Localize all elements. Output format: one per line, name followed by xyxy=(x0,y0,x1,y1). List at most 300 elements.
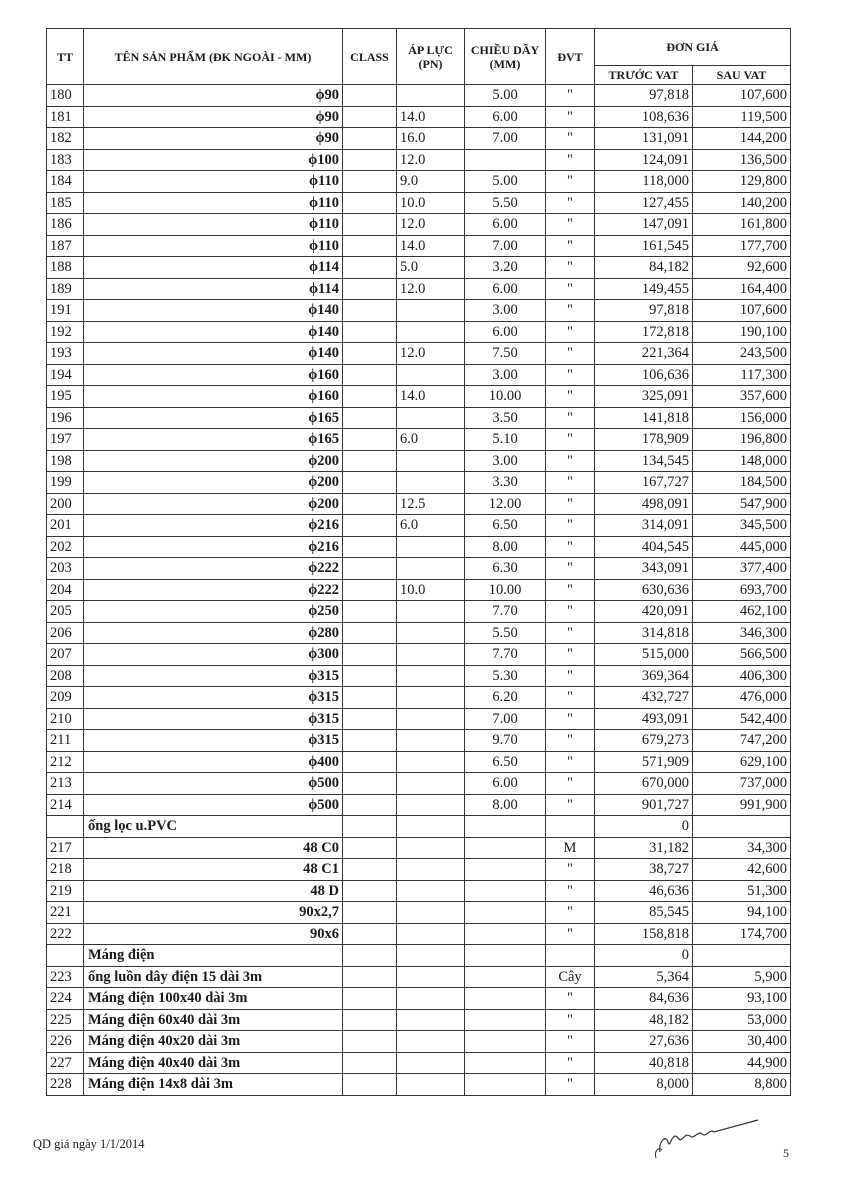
unit-cell: " xyxy=(546,278,595,300)
pressure-cell xyxy=(397,1031,465,1053)
row-tt: 195 xyxy=(47,386,84,408)
thickness-cell: 3.00 xyxy=(465,364,546,386)
table-row xyxy=(47,622,791,644)
product-name: ϕ315 xyxy=(84,665,343,687)
product-name: ϕ200 xyxy=(84,450,343,472)
pressure-cell xyxy=(397,536,465,558)
product-name: Máng điện xyxy=(84,945,343,967)
row-tt xyxy=(47,945,84,967)
class-cell xyxy=(343,1031,397,1053)
row-tt: 189 xyxy=(47,278,84,300)
thickness-cell: 6.50 xyxy=(465,515,546,537)
price-post-vat: 148,000 xyxy=(693,450,791,472)
class-cell xyxy=(343,472,397,494)
price-pre-vat: 5,364 xyxy=(595,966,693,988)
table-row xyxy=(47,106,791,128)
unit-cell: " xyxy=(546,429,595,451)
table-row xyxy=(47,257,791,279)
class-cell xyxy=(343,257,397,279)
pressure-cell: 14.0 xyxy=(397,386,465,408)
row-tt: 223 xyxy=(47,966,84,988)
class-cell xyxy=(343,988,397,1010)
row-tt: 188 xyxy=(47,257,84,279)
price-pre-vat: 314,091 xyxy=(595,515,693,537)
price-post-vat: 92,600 xyxy=(693,257,791,279)
thickness-cell: 6.30 xyxy=(465,558,546,580)
thickness-cell: 8.00 xyxy=(465,794,546,816)
table-row xyxy=(47,751,791,773)
unit-cell: " xyxy=(546,708,595,730)
thickness-cell: 5.30 xyxy=(465,665,546,687)
price-post-vat: 476,000 xyxy=(693,687,791,709)
price-pre-vat: 158,818 xyxy=(595,923,693,945)
row-tt: 222 xyxy=(47,923,84,945)
thickness-cell: 5.00 xyxy=(465,171,546,193)
price-post-vat: 346,300 xyxy=(693,622,791,644)
product-name: 48 C0 xyxy=(84,837,343,859)
price-post-vat: 94,100 xyxy=(693,902,791,924)
price-pre-vat: 515,000 xyxy=(595,644,693,666)
pressure-cell xyxy=(397,708,465,730)
price-pre-vat: 493,091 xyxy=(595,708,693,730)
pressure-cell: 14.0 xyxy=(397,106,465,128)
price-pre-vat: 46,636 xyxy=(595,880,693,902)
row-tt: 211 xyxy=(47,730,84,752)
thickness-cell xyxy=(465,945,546,967)
price-post-vat: 991,900 xyxy=(693,794,791,816)
row-tt: 187 xyxy=(47,235,84,257)
class-cell xyxy=(343,751,397,773)
row-tt xyxy=(47,816,84,838)
table-row xyxy=(47,601,791,623)
price-pre-vat: 141,818 xyxy=(595,407,693,429)
price-post-vat: 161,800 xyxy=(693,214,791,236)
thickness-cell: 5.50 xyxy=(465,192,546,214)
unit-cell: " xyxy=(546,192,595,214)
pressure-cell xyxy=(397,407,465,429)
table-row xyxy=(47,837,791,859)
pressure-cell: 12.0 xyxy=(397,343,465,365)
price-post-vat: 357,600 xyxy=(693,386,791,408)
price-post-vat: 144,200 xyxy=(693,128,791,150)
thickness-cell xyxy=(465,837,546,859)
unit-cell: " xyxy=(546,665,595,687)
price-pre-vat: 630,636 xyxy=(595,579,693,601)
header-name: TÊN SẢN PHẨM (ĐK NGOÀI - MM) xyxy=(84,29,343,85)
unit-cell: " xyxy=(546,794,595,816)
row-tt: 194 xyxy=(47,364,84,386)
price-pre-vat: 134,545 xyxy=(595,450,693,472)
pressure-cell: 14.0 xyxy=(397,235,465,257)
price-pre-vat: 84,182 xyxy=(595,257,693,279)
pressure-cell: 9.0 xyxy=(397,171,465,193)
product-name: Máng điện 40x20 dài 3m xyxy=(84,1031,343,1053)
table-row xyxy=(47,794,791,816)
product-name: ϕ114 xyxy=(84,257,343,279)
product-name: 90x6 xyxy=(84,923,343,945)
price-post-vat: 107,600 xyxy=(693,300,791,322)
price-post-vat: 164,400 xyxy=(693,278,791,300)
product-name: ϕ222 xyxy=(84,579,343,601)
table-row xyxy=(47,730,791,752)
table-row xyxy=(47,493,791,515)
price-post-vat: 8,800 xyxy=(693,1074,791,1096)
table-row xyxy=(47,945,791,967)
row-tt: 217 xyxy=(47,837,84,859)
price-pre-vat: 343,091 xyxy=(595,558,693,580)
table-row xyxy=(47,515,791,537)
unit-cell: " xyxy=(546,1031,595,1053)
product-name: ϕ250 xyxy=(84,601,343,623)
unit-cell: " xyxy=(546,106,595,128)
product-name: ϕ165 xyxy=(84,407,343,429)
footer-note: QD giá ngày 1/1/2014 xyxy=(33,1137,145,1151)
signature-icon xyxy=(648,1112,768,1162)
price-post-vat: 117,300 xyxy=(693,364,791,386)
unit-cell: " xyxy=(546,450,595,472)
thickness-cell: 5.00 xyxy=(465,85,546,107)
price-pre-vat: 27,636 xyxy=(595,1031,693,1053)
unit-cell: " xyxy=(546,622,595,644)
price-post-vat: 156,000 xyxy=(693,407,791,429)
price-pre-vat: 84,636 xyxy=(595,988,693,1010)
class-cell xyxy=(343,558,397,580)
unit-cell: " xyxy=(546,1009,595,1031)
row-tt: 197 xyxy=(47,429,84,451)
row-tt: 191 xyxy=(47,300,84,322)
row-tt: 206 xyxy=(47,622,84,644)
row-tt: 227 xyxy=(47,1052,84,1074)
unit-cell: " xyxy=(546,859,595,881)
class-cell xyxy=(343,923,397,945)
product-name: ϕ100 xyxy=(84,149,343,171)
price-post-vat: 629,100 xyxy=(693,751,791,773)
class-cell xyxy=(343,429,397,451)
table-row xyxy=(47,235,791,257)
unit-cell: " xyxy=(546,644,595,666)
product-name: ϕ222 xyxy=(84,558,343,580)
thickness-cell: 8.00 xyxy=(465,536,546,558)
table-row xyxy=(47,708,791,730)
row-tt: 183 xyxy=(47,149,84,171)
product-name: ϕ140 xyxy=(84,321,343,343)
thickness-cell: 6.00 xyxy=(465,278,546,300)
price-post-vat: 445,000 xyxy=(693,536,791,558)
header-pressure: ÁP LỰC (PN) xyxy=(397,29,465,85)
row-tt: 199 xyxy=(47,472,84,494)
pressure-cell xyxy=(397,665,465,687)
thickness-cell xyxy=(465,1009,546,1031)
thickness-cell: 7.70 xyxy=(465,601,546,623)
page-number: 5 xyxy=(783,1146,789,1160)
price-post-vat xyxy=(693,945,791,967)
unit-cell xyxy=(546,945,595,967)
product-name: ϕ90 xyxy=(84,106,343,128)
price-post-vat: 42,600 xyxy=(693,859,791,881)
row-tt: 212 xyxy=(47,751,84,773)
unit-cell: " xyxy=(546,321,595,343)
price-pre-vat: 369,364 xyxy=(595,665,693,687)
row-tt: 181 xyxy=(47,106,84,128)
header-post-vat: SAU VAT xyxy=(693,66,791,85)
header-pre-vat: TRƯỚC VAT xyxy=(595,66,693,85)
unit-cell: Cây xyxy=(546,966,595,988)
product-name: 48 C1 xyxy=(84,859,343,881)
table-row xyxy=(47,128,791,150)
thickness-cell: 7.50 xyxy=(465,343,546,365)
price-pre-vat: 221,364 xyxy=(595,343,693,365)
unit-cell: " xyxy=(546,85,595,107)
pressure-cell xyxy=(397,321,465,343)
row-tt: 196 xyxy=(47,407,84,429)
row-tt: 221 xyxy=(47,902,84,924)
row-tt: 180 xyxy=(47,85,84,107)
price-pre-vat: 0 xyxy=(595,816,693,838)
product-name: ϕ140 xyxy=(84,300,343,322)
product-name: ống luồn dây điện 15 dài 3m xyxy=(84,966,343,988)
table-row xyxy=(47,644,791,666)
header-class: CLASS xyxy=(343,29,397,85)
pressure-cell xyxy=(397,644,465,666)
class-cell xyxy=(343,880,397,902)
thickness-cell: 10.00 xyxy=(465,386,546,408)
price-post-vat: 174,700 xyxy=(693,923,791,945)
class-cell xyxy=(343,966,397,988)
table-row xyxy=(47,1074,791,1096)
thickness-cell xyxy=(465,966,546,988)
thickness-cell: 5.50 xyxy=(465,622,546,644)
price-pre-vat: 48,182 xyxy=(595,1009,693,1031)
class-cell xyxy=(343,536,397,558)
price-post-vat: 184,500 xyxy=(693,472,791,494)
class-cell xyxy=(343,192,397,214)
thickness-cell xyxy=(465,1052,546,1074)
price-post-vat: 136,500 xyxy=(693,149,791,171)
unit-cell: " xyxy=(546,386,595,408)
product-name: ϕ110 xyxy=(84,235,343,257)
pressure-cell: 12.5 xyxy=(397,493,465,515)
class-cell xyxy=(343,708,397,730)
class-cell xyxy=(343,601,397,623)
thickness-cell: 7.00 xyxy=(465,235,546,257)
unit-cell: " xyxy=(546,730,595,752)
table-row xyxy=(47,773,791,795)
pressure-cell: 6.0 xyxy=(397,429,465,451)
pressure-cell xyxy=(397,880,465,902)
table-row xyxy=(47,171,791,193)
table-row xyxy=(47,1052,791,1074)
product-name: ϕ110 xyxy=(84,171,343,193)
product-name: ϕ500 xyxy=(84,794,343,816)
unit-cell: M xyxy=(546,837,595,859)
table-row xyxy=(47,816,791,838)
price-pre-vat: 8,000 xyxy=(595,1074,693,1096)
price-post-vat: 30,400 xyxy=(693,1031,791,1053)
product-name: Máng điện 100x40 dài 3m xyxy=(84,988,343,1010)
class-cell xyxy=(343,644,397,666)
thickness-cell: 7.70 xyxy=(465,644,546,666)
row-tt: 186 xyxy=(47,214,84,236)
unit-cell xyxy=(546,816,595,838)
thickness-cell: 5.10 xyxy=(465,429,546,451)
price-pre-vat: 108,636 xyxy=(595,106,693,128)
product-name: ϕ400 xyxy=(84,751,343,773)
table-row xyxy=(47,472,791,494)
price-pre-vat: 314,818 xyxy=(595,622,693,644)
unit-cell: " xyxy=(546,128,595,150)
table-row xyxy=(47,321,791,343)
unit-cell: " xyxy=(546,601,595,623)
product-name: ϕ200 xyxy=(84,472,343,494)
price-pre-vat: 106,636 xyxy=(595,364,693,386)
price-post-vat: 190,100 xyxy=(693,321,791,343)
table-row xyxy=(47,536,791,558)
price-pre-vat: 498,091 xyxy=(595,493,693,515)
class-cell xyxy=(343,945,397,967)
unit-cell: " xyxy=(546,364,595,386)
thickness-cell: 6.00 xyxy=(465,321,546,343)
class-cell xyxy=(343,515,397,537)
price-post-vat: 53,000 xyxy=(693,1009,791,1031)
unit-cell: " xyxy=(546,515,595,537)
price-post-vat: 44,900 xyxy=(693,1052,791,1074)
price-pre-vat: 124,091 xyxy=(595,149,693,171)
unit-cell: " xyxy=(546,472,595,494)
thickness-cell: 9.70 xyxy=(465,730,546,752)
pressure-cell xyxy=(397,364,465,386)
price-pre-vat: 97,818 xyxy=(595,85,693,107)
class-cell xyxy=(343,622,397,644)
class-cell xyxy=(343,300,397,322)
row-tt: 193 xyxy=(47,343,84,365)
pressure-cell xyxy=(397,730,465,752)
table-row xyxy=(47,450,791,472)
row-tt: 208 xyxy=(47,665,84,687)
unit-cell: " xyxy=(546,988,595,1010)
product-name: ϕ200 xyxy=(84,493,343,515)
table-body xyxy=(47,85,791,1096)
thickness-cell xyxy=(465,988,546,1010)
unit-cell: " xyxy=(546,687,595,709)
class-cell xyxy=(343,1009,397,1031)
thickness-cell xyxy=(465,923,546,945)
product-name: 90x2,7 xyxy=(84,902,343,924)
product-name: ϕ160 xyxy=(84,386,343,408)
price-post-vat: 93,100 xyxy=(693,988,791,1010)
price-post-vat: 119,500 xyxy=(693,106,791,128)
product-name: ϕ216 xyxy=(84,536,343,558)
table-row xyxy=(47,880,791,902)
row-tt: 185 xyxy=(47,192,84,214)
class-cell xyxy=(343,278,397,300)
thickness-cell: 7.00 xyxy=(465,128,546,150)
thickness-cell: 3.20 xyxy=(465,257,546,279)
class-cell xyxy=(343,773,397,795)
row-tt: 209 xyxy=(47,687,84,709)
pressure-cell xyxy=(397,945,465,967)
table-row xyxy=(47,386,791,408)
class-cell xyxy=(343,85,397,107)
product-name: ϕ140 xyxy=(84,343,343,365)
thickness-cell xyxy=(465,149,546,171)
thickness-cell: 6.00 xyxy=(465,214,546,236)
pressure-cell xyxy=(397,988,465,1010)
thickness-cell: 7.00 xyxy=(465,708,546,730)
pressure-cell xyxy=(397,837,465,859)
price-pre-vat: 0 xyxy=(595,945,693,967)
row-tt: 192 xyxy=(47,321,84,343)
header-tt: TT xyxy=(47,29,84,85)
unit-cell: " xyxy=(546,923,595,945)
row-tt: 207 xyxy=(47,644,84,666)
class-cell xyxy=(343,128,397,150)
product-name: ϕ315 xyxy=(84,708,343,730)
unit-cell: " xyxy=(546,300,595,322)
class-cell xyxy=(343,343,397,365)
class-cell xyxy=(343,171,397,193)
price-pre-vat: 149,455 xyxy=(595,278,693,300)
price-pre-vat: 131,091 xyxy=(595,128,693,150)
pressure-cell xyxy=(397,751,465,773)
price-pre-vat: 167,727 xyxy=(595,472,693,494)
unit-cell: " xyxy=(546,493,595,515)
table-row xyxy=(47,579,791,601)
price-pre-vat: 127,455 xyxy=(595,192,693,214)
price-pre-vat: 901,727 xyxy=(595,794,693,816)
thickness-cell: 10.00 xyxy=(465,579,546,601)
unit-cell: " xyxy=(546,257,595,279)
row-tt: 204 xyxy=(47,579,84,601)
price-post-vat: 196,800 xyxy=(693,429,791,451)
table-row xyxy=(47,966,791,988)
table-row xyxy=(47,558,791,580)
unit-cell: " xyxy=(546,536,595,558)
price-pre-vat: 404,545 xyxy=(595,536,693,558)
price-post-vat: 547,900 xyxy=(693,493,791,515)
product-name: ϕ114 xyxy=(84,278,343,300)
product-name: ϕ216 xyxy=(84,515,343,537)
thickness-cell xyxy=(465,816,546,838)
row-tt: 228 xyxy=(47,1074,84,1096)
price-pre-vat: 325,091 xyxy=(595,386,693,408)
thickness-cell xyxy=(465,1031,546,1053)
table-row xyxy=(47,278,791,300)
price-pre-vat: 670,000 xyxy=(595,773,693,795)
price-pre-vat: 432,727 xyxy=(595,687,693,709)
table-row xyxy=(47,343,791,365)
unit-cell: " xyxy=(546,149,595,171)
price-post-vat: 51,300 xyxy=(693,880,791,902)
thickness-cell: 3.00 xyxy=(465,300,546,322)
pressure-cell: 12.0 xyxy=(397,278,465,300)
price-pre-vat: 172,818 xyxy=(595,321,693,343)
class-cell xyxy=(343,407,397,429)
row-tt: 203 xyxy=(47,558,84,580)
pressure-cell xyxy=(397,1074,465,1096)
class-cell xyxy=(343,149,397,171)
pressure-cell: 10.0 xyxy=(397,192,465,214)
row-tt: 213 xyxy=(47,773,84,795)
unit-cell: " xyxy=(546,407,595,429)
unit-cell: " xyxy=(546,773,595,795)
unit-cell: " xyxy=(546,902,595,924)
row-tt: 201 xyxy=(47,515,84,537)
price-post-vat: 747,200 xyxy=(693,730,791,752)
class-cell xyxy=(343,450,397,472)
table-row xyxy=(47,1009,791,1031)
price-pre-vat: 178,909 xyxy=(595,429,693,451)
price-pre-vat: 40,818 xyxy=(595,1052,693,1074)
